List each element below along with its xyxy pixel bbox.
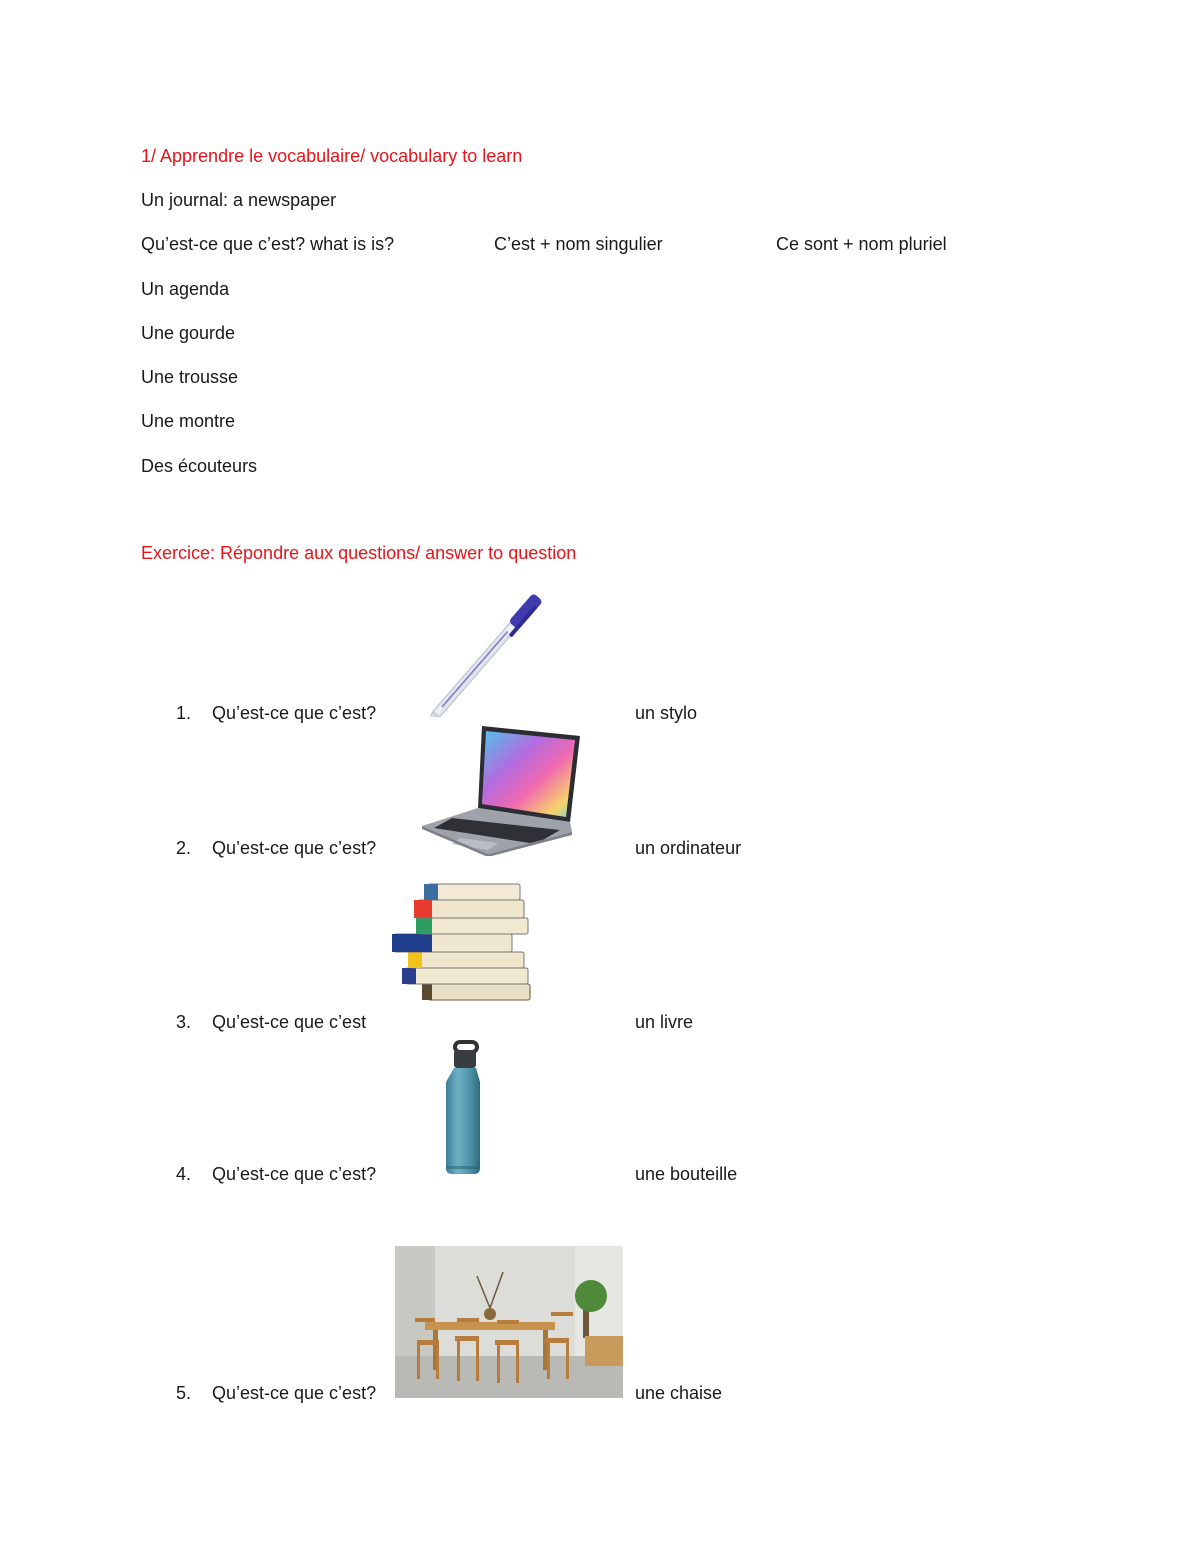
vocab-item: Une montre (141, 411, 236, 431)
books-image (392, 880, 534, 1008)
exercise-number: 1. (176, 703, 192, 723)
vocab-question: Qu’est-ce que c’est? what is is? (141, 234, 395, 254)
dining-set-image (395, 1246, 623, 1398)
exercise-question: Qu’est-ce que c’est? (212, 1164, 377, 1184)
rule-plural: Ce sont + nom pluriel (776, 234, 947, 254)
exercise-question: Qu’est-ce que c’est? (212, 703, 377, 723)
exercise-number: 4. (176, 1164, 192, 1184)
exercise-answer: un stylo (635, 703, 698, 723)
exercise-number: 3. (176, 1012, 192, 1032)
exercise-question: Qu’est-ce que c’est (212, 1012, 367, 1032)
heading-exercise: Exercice: Répondre aux questions/ answer to question (141, 543, 577, 563)
exercise-answer: un ordinateur (635, 838, 742, 858)
pen-image (425, 585, 560, 717)
rule-singular: C’est + nom singulier (494, 234, 663, 254)
vocab-item: Une trousse (141, 367, 239, 387)
heading-vocabulary: 1/ Apprendre le vocabulaire/ vocabulary to learn (141, 146, 523, 166)
exercise-number: 2. (176, 838, 192, 858)
laptop-image (420, 722, 585, 856)
exercise-question: Qu’est-ce que c’est? (212, 838, 377, 858)
vocab-item: Une gourde (141, 323, 236, 343)
exercise-answer: une chaise (635, 1383, 723, 1403)
exercise-question: Qu’est-ce que c’est? (212, 1383, 377, 1403)
vocab-line-journal: Un journal: a newspaper (141, 190, 337, 210)
bottle-image (440, 1038, 490, 1176)
exercise-answer: un livre (635, 1012, 694, 1032)
exercise-number: 5. (176, 1383, 192, 1403)
vocab-item: Un agenda (141, 279, 230, 299)
vocab-item: Des écouteurs (141, 456, 258, 476)
exercise-answer: une bouteille (635, 1164, 738, 1184)
